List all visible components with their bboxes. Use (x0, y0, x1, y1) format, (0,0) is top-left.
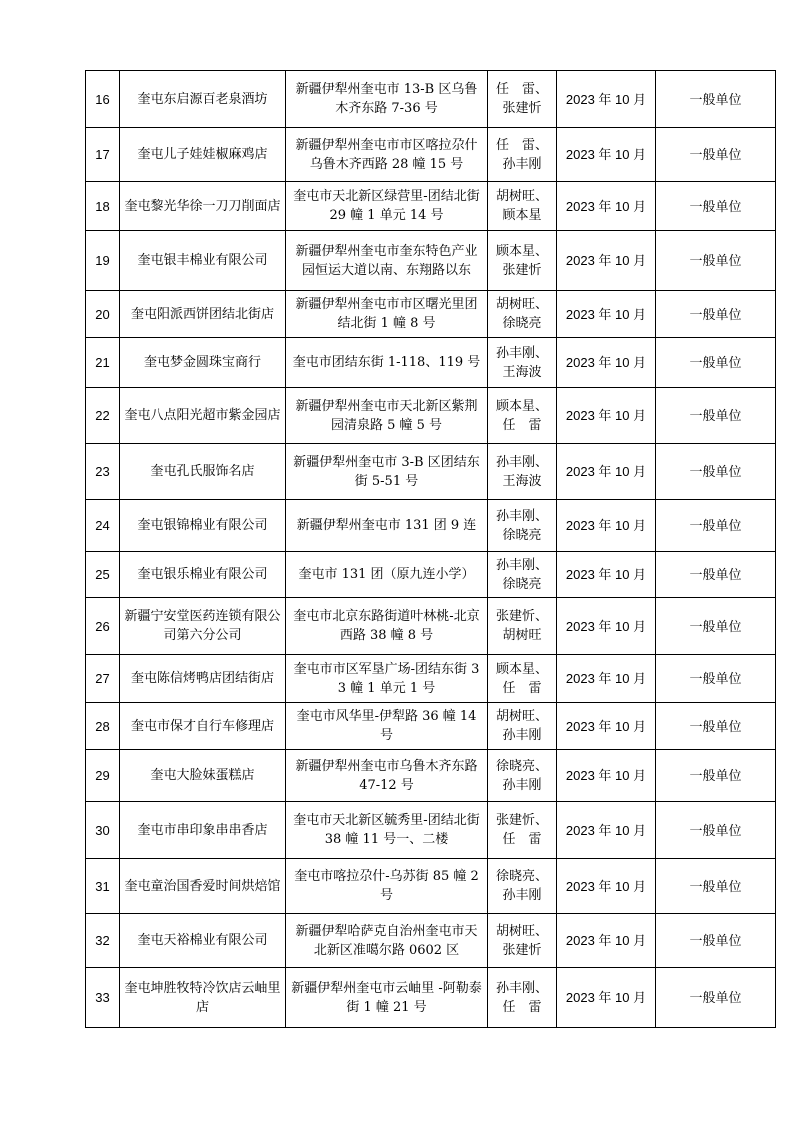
unit-category: 一般单位 (656, 338, 776, 388)
inspectors: 胡树旺、顾本星 (488, 182, 557, 231)
unit-address: 奎屯市市区军垦广场-团结东街 33 幢 1 单元 1 号 (286, 655, 488, 703)
table-row (86, 388, 776, 444)
inspection-date: 2023 年 10 月 (557, 598, 656, 655)
unit-address: 新疆伊犁哈萨克自治州奎屯市天北新区准噶尔路 0602 区 (286, 914, 488, 968)
unit-address: 新疆伊犁州奎屯市奎东特色产业园恒运大道以南、东翔路以东 (286, 231, 488, 291)
unit-address: 奎屯市风华里-伊犁路 36 幢 14 号 (286, 703, 488, 750)
table-row (86, 182, 776, 231)
inspectors: 孙丰刚、徐晓亮 (488, 552, 557, 598)
inspectors: 顾本星、任 雷 (488, 655, 557, 703)
unit-address: 奎屯市北京东路街道叶林桃-北京西路 38 幢 8 号 (286, 598, 488, 655)
unit-name: 奎屯天裕棉业有限公司 (120, 914, 286, 968)
inspectors: 孙丰刚、任 雷 (488, 968, 557, 1028)
unit-address: 奎屯市 131 团（原九连小学） (286, 552, 488, 598)
unit-name: 奎屯黎光华徐一刀刀削面店 (120, 182, 286, 231)
row-number: 24 (86, 500, 120, 552)
unit-category: 一般单位 (656, 655, 776, 703)
inspection-date: 2023 年 10 月 (557, 655, 656, 703)
inspectors: 任 雷、孙丰刚 (488, 128, 557, 182)
inspectors: 孙丰刚、王海波 (488, 338, 557, 388)
inspectors: 张建忻、任 雷 (488, 802, 557, 859)
unit-category: 一般单位 (656, 231, 776, 291)
unit-address: 新疆伊犁州奎屯市 131 团 9 连 (286, 500, 488, 552)
inspectors: 孙丰刚、王海波 (488, 444, 557, 500)
inspection-date: 2023 年 10 月 (557, 444, 656, 500)
unit-address: 新疆伊犁州奎屯市天北新区紫荆园清泉路 5 幢 5 号 (286, 388, 488, 444)
unit-address: 新疆伊犁州奎屯市 3-B 区团结东街 5-51 号 (286, 444, 488, 500)
inspectors: 徐晓亮、孙丰刚 (488, 859, 557, 914)
unit-category: 一般单位 (656, 552, 776, 598)
inspection-date: 2023 年 10 月 (557, 291, 656, 338)
table-row (86, 914, 776, 968)
inspection-date: 2023 年 10 月 (557, 859, 656, 914)
unit-name: 奎屯阳派西饼团结北街店 (120, 291, 286, 338)
inspectors: 张建忻、胡树旺 (488, 598, 557, 655)
unit-address: 新疆伊犁州奎屯市 13-B 区乌鲁木齐东路 7-36 号 (286, 71, 488, 128)
inspectors: 顾本星、任 雷 (488, 388, 557, 444)
unit-name: 奎屯陈信烤鸭店团结街店 (120, 655, 286, 703)
row-number: 31 (86, 859, 120, 914)
unit-category: 一般单位 (656, 914, 776, 968)
table-row (86, 338, 776, 388)
unit-name: 奎屯银丰棉业有限公司 (120, 231, 286, 291)
row-number: 22 (86, 388, 120, 444)
row-number: 18 (86, 182, 120, 231)
table-row (86, 444, 776, 500)
unit-category: 一般单位 (656, 182, 776, 231)
inspection-date: 2023 年 10 月 (557, 182, 656, 231)
unit-category: 一般单位 (656, 444, 776, 500)
unit-name: 奎屯市串印象串串香店 (120, 802, 286, 859)
table-row (86, 968, 776, 1028)
inspection-date: 2023 年 10 月 (557, 968, 656, 1028)
table-row (86, 598, 776, 655)
row-number: 29 (86, 750, 120, 802)
table-row (86, 71, 776, 128)
unit-address: 新疆伊犁州奎屯市云岫里 -阿勒泰街 1 幢 21 号 (286, 968, 488, 1028)
unit-name: 奎屯大脸妹蛋糕店 (120, 750, 286, 802)
unit-category: 一般单位 (656, 291, 776, 338)
table-row (86, 552, 776, 598)
unit-name: 奎屯孔氏服饰名店 (120, 444, 286, 500)
inspection-table (85, 70, 776, 1028)
table-row (86, 128, 776, 182)
row-number: 30 (86, 802, 120, 859)
inspectors: 胡树旺、孙丰刚 (488, 703, 557, 750)
row-number: 25 (86, 552, 120, 598)
unit-name: 奎屯市保才自行车修理店 (120, 703, 286, 750)
unit-address: 奎屯市喀拉尕什-乌苏街 85 幢 2 号 (286, 859, 488, 914)
unit-name: 奎屯银乐棉业有限公司 (120, 552, 286, 598)
inspection-date: 2023 年 10 月 (557, 231, 656, 291)
unit-category: 一般单位 (656, 859, 776, 914)
unit-address: 新疆伊犁州奎屯市乌鲁木齐东路 47-12 号 (286, 750, 488, 802)
table-row (86, 231, 776, 291)
document-page (85, 70, 775, 1028)
unit-name: 新疆宁安堂医药连锁有限公司第六分公司 (120, 598, 286, 655)
table-row (86, 859, 776, 914)
row-number: 19 (86, 231, 120, 291)
inspection-date: 2023 年 10 月 (557, 388, 656, 444)
unit-category: 一般单位 (656, 128, 776, 182)
table-row (86, 802, 776, 859)
inspection-date: 2023 年 10 月 (557, 552, 656, 598)
unit-name: 奎屯梦金圆珠宝商行 (120, 338, 286, 388)
unit-category: 一般单位 (656, 750, 776, 802)
unit-address: 新疆伊犁州奎屯市市区曙光里团结北街 1 幢 8 号 (286, 291, 488, 338)
unit-name: 奎屯坤胜牧特冷饮店云岫里店 (120, 968, 286, 1028)
unit-address: 奎屯市天北新区绿营里-团结北街 29 幢 1 单元 14 号 (286, 182, 488, 231)
unit-name: 奎屯东启源百老泉酒坊 (120, 71, 286, 128)
inspectors: 胡树旺、张建忻 (488, 914, 557, 968)
unit-category: 一般单位 (656, 968, 776, 1028)
unit-category: 一般单位 (656, 500, 776, 552)
unit-name: 奎屯童治国香爱时间烘焙馆 (120, 859, 286, 914)
unit-category: 一般单位 (656, 598, 776, 655)
row-number: 23 (86, 444, 120, 500)
row-number: 26 (86, 598, 120, 655)
unit-name: 奎屯八点阳光超市紫金园店 (120, 388, 286, 444)
unit-address: 新疆伊犁州奎屯市市区喀拉尕什乌鲁木齐西路 28 幢 15 号 (286, 128, 488, 182)
unit-category: 一般单位 (656, 802, 776, 859)
row-number: 28 (86, 703, 120, 750)
unit-name: 奎屯银锦棉业有限公司 (120, 500, 286, 552)
row-number: 21 (86, 338, 120, 388)
inspectors: 顾本星、张建忻 (488, 231, 557, 291)
table-row (86, 655, 776, 703)
inspection-date: 2023 年 10 月 (557, 802, 656, 859)
unit-name: 奎屯儿子娃娃椒麻鸡店 (120, 128, 286, 182)
inspection-date: 2023 年 10 月 (557, 128, 656, 182)
inspection-date: 2023 年 10 月 (557, 71, 656, 128)
inspection-date: 2023 年 10 月 (557, 750, 656, 802)
row-number: 16 (86, 71, 120, 128)
inspectors: 徐晓亮、孙丰刚 (488, 750, 557, 802)
row-number: 32 (86, 914, 120, 968)
table-row (86, 500, 776, 552)
inspection-date: 2023 年 10 月 (557, 703, 656, 750)
inspection-date: 2023 年 10 月 (557, 914, 656, 968)
unit-category: 一般单位 (656, 703, 776, 750)
inspectors: 任 雷、张建忻 (488, 71, 557, 128)
row-number: 17 (86, 128, 120, 182)
row-number: 20 (86, 291, 120, 338)
inspection-date: 2023 年 10 月 (557, 500, 656, 552)
inspection-date: 2023 年 10 月 (557, 338, 656, 388)
table-row (86, 750, 776, 802)
inspectors: 胡树旺、徐晓亮 (488, 291, 557, 338)
row-number: 27 (86, 655, 120, 703)
row-number: 33 (86, 968, 120, 1028)
inspectors: 孙丰刚、徐晓亮 (488, 500, 557, 552)
unit-category: 一般单位 (656, 71, 776, 128)
unit-address: 奎屯市天北新区毓秀里-团结北街 38 幢 11 号一、二楼 (286, 802, 488, 859)
table-row (86, 703, 776, 750)
unit-address: 奎屯市团结东街 1-118、119 号 (286, 338, 488, 388)
unit-category: 一般单位 (656, 388, 776, 444)
table-row (86, 291, 776, 338)
